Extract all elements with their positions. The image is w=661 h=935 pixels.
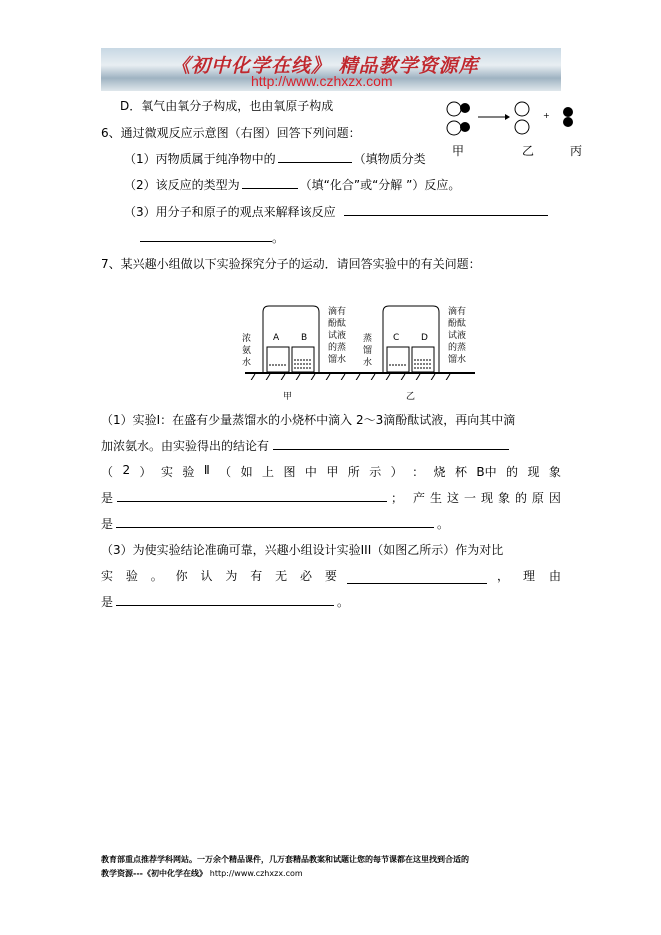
text-char: 必	[300, 569, 313, 583]
text-char: 由	[548, 569, 561, 583]
footer-url[interactable]: http://www.czhxzx.com	[209, 869, 303, 878]
text-char: 象	[497, 491, 510, 505]
text-char: 。	[150, 569, 163, 583]
text-char: 原	[531, 491, 544, 505]
answer-blank[interactable]	[242, 176, 298, 189]
text-char: 无	[275, 569, 288, 583]
text-char: 图	[283, 465, 296, 479]
q5-option-d: D．氧气由氧分子构成，也由氧原子构成	[120, 99, 334, 113]
text-char: 为	[225, 569, 238, 583]
document-page: 《初中化学在线》 精品教学资源库 http://www.czhxzx.com D．氧气由氧分子构成，也由氧原子构成 + 甲 乙 丙 6、通过微观反应示意图（右图）回答下列问题： （1）丙物质属于纯净物中的 （填物质分类 （2）该反应的类型为 （填“化合”或“分解 ”）反应。 （3）用分子和原子的观点来解释该反应 。 7、某兴趣小组做以下实验探究分子的运动．请回答实验中的有关问题： 浓氨水 A B 滴有酚酞试液的蒸馏水 蒸馏水 C D 滴有酚酞试液的蒸馏水 甲 乙 （1）实验Ⅰ：在盛有少量蒸馏水的小烧杯中滴入 2～3滴酚酞试液，再向其中滴 加浓氨水。由实验得出的结论有 （ 2 ） 实 验 Ⅱ （ 如 上 图 中 甲 所 示 ） ： 烧 杯 B中 的 现 象 是 ； 产 生 这 一 现 象 的 原 因 是 。 （3）为使实验结论准确可靠，兴趣小组设计实验III（如图乙所示）作为对比 实 验 。 你 认 为 有 无 必 要 ， 理 由 是 。 教育部重点推荐学科网站。一万余个精品课件，几万套精品教案和试题让您的每节课都在这里找到合适的 教学资源---《初中化学在线》 http://www.czhxzx.com	[0, 0, 661, 935]
reaction-diagram	[440, 100, 580, 140]
text-char: 象	[548, 465, 561, 479]
label-ammonia: 浓氨水	[242, 334, 252, 368]
text-char: 理	[522, 569, 535, 583]
footer-line2: 教学资源---《初中化学在线》 http://www.czhxzx.com	[101, 869, 303, 878]
label-jia: 甲	[452, 144, 465, 158]
footer-line1: 教育部重点推荐学科网站。一万余个精品课件，几万套精品教案和试题让您的每节课都在这里找到合适的	[101, 855, 469, 864]
text-char: （	[101, 465, 114, 479]
text-char: 现	[480, 491, 493, 505]
text-char: 现	[527, 465, 540, 479]
banner-url: http://www.czhxzx.com	[251, 73, 393, 89]
label-fig-jia: 甲	[283, 392, 293, 402]
q7-part2-line3: 是 。	[101, 517, 450, 531]
text-char: 的	[506, 465, 519, 479]
answer-blank[interactable]	[273, 437, 509, 450]
answer-blank[interactable]	[116, 593, 334, 606]
text-char: 2	[122, 463, 131, 477]
text-char: ）	[139, 465, 152, 479]
text-char: 产	[413, 491, 426, 505]
q7-stem: 7、某兴趣小组做以下实验探究分子的运动．请回答实验中的有关问题：	[101, 257, 481, 271]
text-char: 因	[548, 491, 561, 505]
label-fig-yi: 乙	[406, 392, 416, 402]
text-char: 烧	[433, 465, 446, 479]
plus-sign: +	[543, 111, 550, 120]
q6-part3: （3）用分子和原子的观点来解释该反应	[124, 203, 548, 220]
text-char: 这	[447, 491, 460, 505]
text-char: 如	[240, 465, 253, 479]
text-char: 要	[324, 569, 337, 583]
text-char: 验	[182, 465, 195, 479]
text-char: Ⅱ	[203, 463, 210, 477]
text-char: 一	[463, 491, 476, 505]
q7-part2-line1	[101, 463, 561, 480]
q7-part3-line3: 是 。	[101, 595, 350, 609]
label-phenol-2: 滴有酚酞试液的蒸馏水	[448, 307, 467, 365]
text-char: 杯	[454, 465, 467, 479]
label-yi: 乙	[522, 144, 535, 158]
text-char: 你	[175, 569, 188, 583]
answer-blank[interactable]	[344, 203, 548, 216]
q6-part1: （1）丙物质属于纯净物中的 （填物质分类	[124, 152, 426, 166]
q7-part3-line2	[101, 567, 561, 584]
q6-stem: 6、通过微观反应示意图（右图）回答下列问题：	[101, 126, 361, 140]
label-b: B	[301, 333, 308, 343]
text-char: 中	[304, 465, 317, 479]
answer-blank[interactable]	[347, 571, 487, 584]
text-char: ）	[390, 465, 403, 479]
q7-part1-line2: 加浓氨水。由实验得出的结论有	[101, 437, 509, 454]
banner-title: 《初中化学在线》 精品教学资源库	[171, 55, 479, 77]
answer-blank[interactable]	[116, 515, 434, 528]
answer-blank[interactable]	[278, 150, 352, 163]
text-char: ：	[412, 465, 425, 479]
answer-blank[interactable]	[117, 489, 387, 502]
label-a: A	[273, 333, 280, 343]
label-bing: 丙	[570, 144, 583, 158]
text-char: 验	[125, 569, 138, 583]
text-char: 生	[430, 491, 443, 505]
answer-blank[interactable]	[140, 229, 272, 242]
text-char: 所	[347, 465, 360, 479]
q7-part2-line2: 是 ； 产 生 这 一 现 象 的 原 因	[101, 491, 561, 505]
text-char: （	[219, 465, 232, 479]
text-char: 甲	[326, 465, 339, 479]
text-char: 实	[160, 465, 173, 479]
text-char: ，	[497, 569, 510, 583]
q6-part2: （2）该反应的类型为 （填“化合”或“分解 ”）反应。	[124, 178, 461, 192]
text-char: 的	[514, 491, 527, 505]
label-d: D	[421, 333, 428, 343]
label-phenol-1: 滴有酚酞试液的蒸馏水	[328, 307, 347, 365]
text-char: 实	[101, 569, 114, 583]
label-water: 蒸馏水	[363, 334, 373, 368]
text-char: 有	[250, 569, 263, 583]
text-char: 示	[369, 465, 382, 479]
q7-part3-line1: （3）为使实验结论准确可靠，兴趣小组设计实验III（如图乙所示）作为对比	[101, 543, 504, 557]
banner	[101, 48, 561, 91]
q7-part1-line1: （1）实验Ⅰ：在盛有少量蒸馏水的小烧杯中滴入 2～3滴酚酞试液，再向其中滴	[101, 413, 516, 427]
text-char: 上	[262, 465, 275, 479]
text-char: B中	[476, 465, 497, 479]
text-char: 认	[200, 569, 213, 583]
label-c: C	[393, 333, 400, 343]
